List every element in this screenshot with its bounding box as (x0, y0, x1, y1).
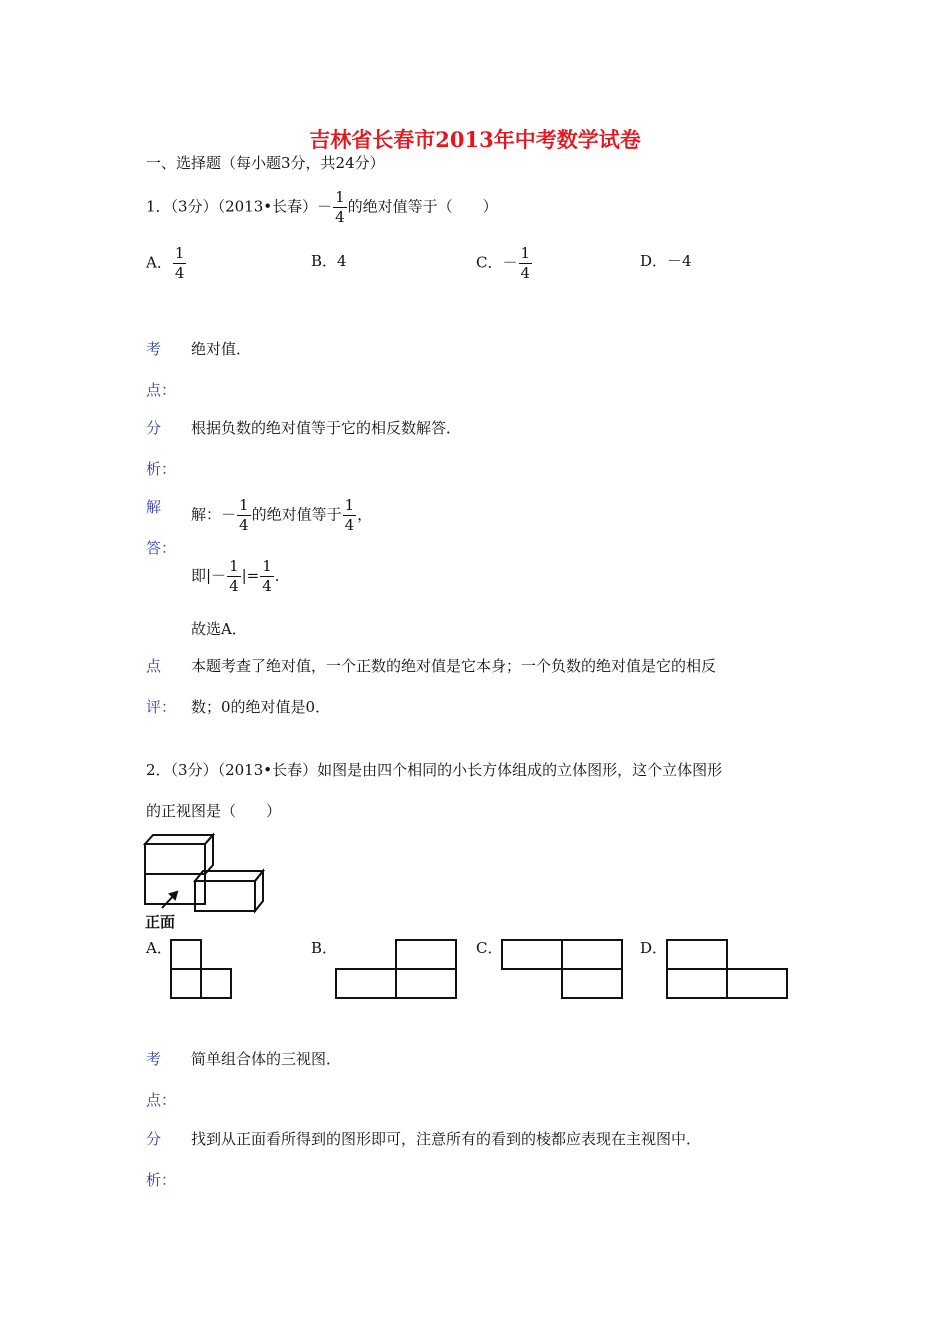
page-title: 吉林省长春市2013年中考数学试卷 (309, 127, 641, 152)
label-jie: 解 (146, 498, 162, 516)
fraction-denominator: 4 (174, 264, 185, 282)
q2-stem-2: 的正视图是（ ） (146, 802, 282, 820)
jieda-end: ， (357, 505, 373, 524)
option-a-fraction (173, 246, 187, 281)
jieda-middle: 的绝对值等于 (251, 505, 342, 524)
q1-stem-suffix: 的绝对值等于（ ） (347, 197, 498, 216)
ji-fraction-2 (260, 559, 274, 594)
fraction-numerator: 1 (344, 496, 355, 514)
q2-option-c-figure (500, 938, 624, 1000)
fraction-numerator: 1 (262, 557, 272, 575)
label-fen-2: 分 (146, 1130, 162, 1148)
label-xi-2: 析： (146, 1171, 177, 1189)
q1-dianping-1: 本题考查了绝对值，一个正数的绝对值是它本身；一个负数的绝对值是它的相反 (191, 657, 717, 675)
q1-jieda (191, 498, 372, 533)
fraction-denominator: 4 (520, 264, 531, 282)
ji-end: ． (274, 566, 290, 585)
fraction-numerator: 1 (174, 244, 185, 262)
q1-dianping-2: 数；0的绝对值是0． (191, 698, 331, 716)
label-fen: 分 (146, 419, 162, 437)
jieda-fraction-2 (343, 498, 357, 533)
section-heading: 一、选择题（每小题3分，共24分） (146, 154, 385, 172)
label-kao-2: 考 (146, 1050, 162, 1068)
q1-minus: － (317, 197, 333, 216)
fraction-numerator: 1 (520, 244, 531, 262)
q1-option-d: D．－4 (640, 252, 692, 270)
fraction-denominator: 4 (335, 208, 345, 226)
ji-middle: |= (241, 566, 260, 585)
q1-guxuan: 故选A． (191, 620, 247, 638)
q1-option-c (476, 246, 533, 281)
q1-ji (191, 559, 290, 594)
fraction-numerator: 1 (229, 557, 239, 575)
q2-fenxi: 找到从正面看所得到的图形即可，注意所有的看到的棱都应表现在主视图中． (191, 1130, 702, 1148)
q1-kaodian: 绝对值． (191, 340, 252, 358)
q2-stem-1: 2．（3分）（2013•长春）如图是由四个相同的小长方体组成的立体图形，这个立体图形 (146, 761, 723, 779)
ji-fraction-1 (227, 559, 241, 594)
q2-option-b-figure (334, 938, 458, 1000)
option-c-fraction (519, 246, 533, 281)
q1-fraction (333, 190, 347, 225)
label-ping: 评： (146, 698, 177, 716)
q1-option-b: B．4 (311, 252, 347, 270)
q2-option-d-figure (665, 938, 789, 1000)
jieda-fraction-1 (237, 498, 251, 533)
label-kao: 考 (146, 340, 162, 358)
q2-option-a-label: A． (146, 939, 172, 957)
fraction-numerator: 1 (335, 188, 345, 206)
q1-fenxi: 根据负数的绝对值等于它的相反数解答． (191, 419, 462, 437)
option-c-label: C． (476, 253, 503, 272)
label-da: 答： (146, 539, 177, 557)
q2-option-a-figure (169, 938, 233, 1000)
label-xi: 析： (146, 460, 177, 478)
q1-stem (146, 190, 498, 225)
fraction-numerator: 1 (239, 496, 249, 514)
q2-option-d-label: D． (640, 939, 668, 957)
ji-prefix: 即|－ (191, 566, 227, 585)
q2-kaodian: 简单组合体的三视图． (191, 1050, 342, 1068)
q2-option-c-label: C． (476, 939, 503, 957)
label-dian: 点： (146, 381, 177, 399)
option-c-minus: － (502, 253, 518, 272)
q1-stem-prefix: 1．（3分）（2013•长春） (146, 197, 318, 216)
option-a-label: A． (146, 253, 172, 272)
fraction-denominator: 4 (239, 516, 249, 534)
q1-option-a (146, 246, 187, 281)
label-dian-2: 点： (146, 1091, 177, 1109)
fraction-denominator: 4 (344, 516, 355, 534)
fraction-denominator: 4 (262, 577, 272, 595)
fraction-denominator: 4 (229, 577, 239, 595)
jieda-prefix: 解：－ (191, 505, 237, 524)
label-dian2: 点 (146, 657, 162, 675)
q2-option-b-label: B． (311, 939, 338, 957)
front-label: 正面 (145, 913, 176, 931)
